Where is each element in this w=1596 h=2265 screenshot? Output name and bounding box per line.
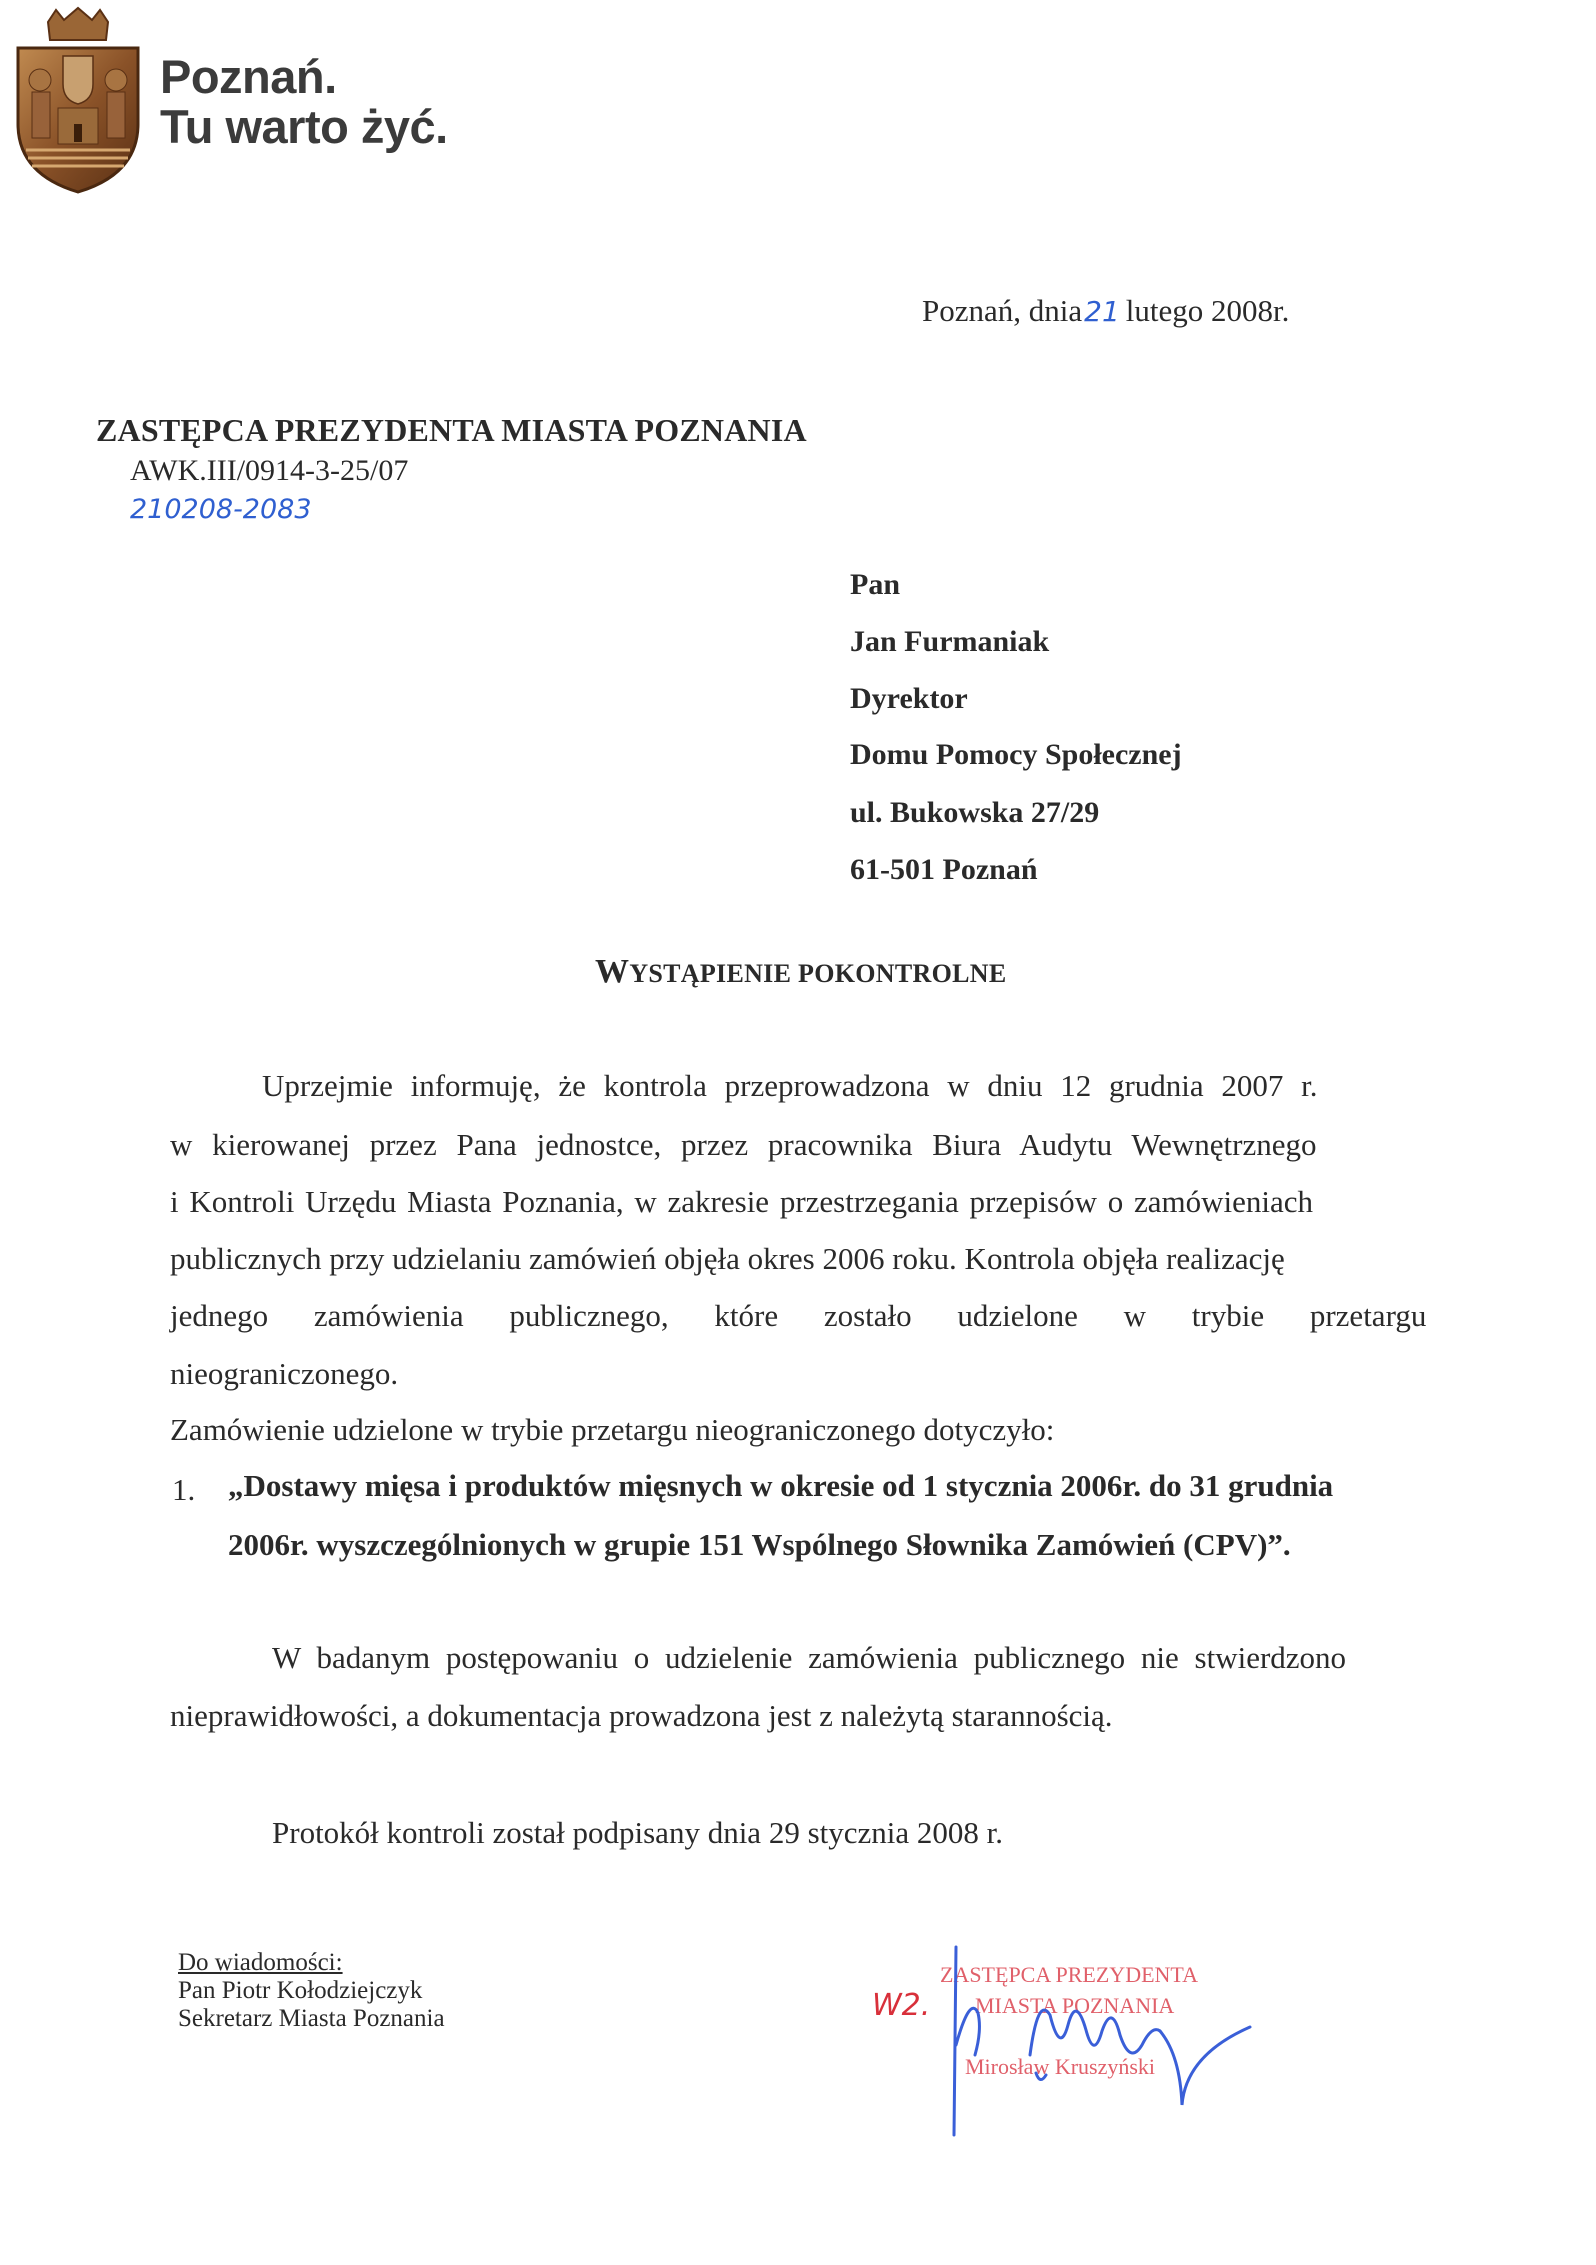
handwritten-initials: W2. xyxy=(872,1988,931,2023)
stamp-line2: MIASTA POZNANIA xyxy=(975,1993,1175,2018)
recipient-line: Domu Pomocy Społecznej xyxy=(850,738,1182,771)
paragraph3: Protokół kontroli został podpisany dnia 29 stycznia 2008 r. xyxy=(272,1815,1003,1850)
handwritten-registry-number: 210208-2083 xyxy=(130,494,312,525)
coat-of-arms-icon xyxy=(8,4,148,194)
cc-heading: Do wiadomości: xyxy=(178,1949,343,1976)
list-number: 1. xyxy=(172,1472,196,1507)
paragraph1-line6: nieograniczonego. xyxy=(170,1356,399,1391)
cc-line2: Sekretarz Miasta Poznania xyxy=(178,2005,445,2032)
title-rest: YSTĄPIENIE POKONTROLNE xyxy=(629,959,1007,988)
date-day-handwritten: 21 xyxy=(1084,295,1120,328)
cc-line1: Pan Piotr Kołodziejczyk xyxy=(178,1977,423,2004)
recipient-line: 61-501 Poznań xyxy=(850,853,1038,886)
letter-date xyxy=(922,293,1289,329)
list-intro: Zamówienie udzielone w trybie przetargu nieograniczonego dotyczyło: xyxy=(170,1412,1055,1447)
paragraph2-line1: W badanym postępowaniu o udzielenie zamówienia publicznego nie stwierdzono xyxy=(272,1640,1347,1675)
logo-slogan-line2: Tu warto żyć. xyxy=(160,100,448,153)
recipient-line: Dyrektor xyxy=(850,682,968,715)
stamp-line1: ZASTĘPCA PREZYDENTA xyxy=(940,1962,1198,1987)
paragraph1-line3: i Kontroli Urzędu Miasta Poznania, w zakresie przestrzegania przepisów o zamówieniach xyxy=(170,1184,1313,1219)
sender-office: ZASTĘPCA PREZYDENTA MIASTA POZNANIA xyxy=(96,412,807,448)
recipient-line: Pan xyxy=(850,568,901,601)
recipient-line: Jan Furmaniak xyxy=(850,625,1050,658)
list-item-line2: 2006r. wyszczególnionych w grupie 151 Wspólnego Słownika Zamówień (CPV)”. xyxy=(228,1527,1291,1562)
reference-number: AWK.III/0914-3-25/07 xyxy=(130,454,409,487)
list-item-line1: „Dostawy mięsa i produktów mięsnych w okresie od 1 stycznia 2006r. do 31 grudnia xyxy=(228,1468,1334,1503)
paragraph1-line1: Uprzejmie informuję, że kontrola przeprowadzona w dniu 12 grudnia 2007 r. xyxy=(262,1068,1318,1103)
date-suffix: lutego 2008r. xyxy=(1125,293,1290,328)
recipient-line: ul. Bukowska 27/29 xyxy=(850,796,1100,829)
paragraph-line xyxy=(262,1068,1318,1104)
title-first-letter: W xyxy=(595,953,630,990)
paragraph2-line2: nieprawidłowości, a dokumentacja prowadzona jest z należytą starannością. xyxy=(170,1698,1113,1733)
stamp-name: Mirosław Kruszyński xyxy=(965,2054,1156,2079)
document-title xyxy=(595,953,1006,991)
paragraph1-line2: w kierowanej przez Pana jednostce, przez pracownika Biura Audytu Wewnętrznego xyxy=(170,1127,1317,1162)
signature-icon xyxy=(920,1935,1280,2145)
date-prefix: Poznań, dnia xyxy=(922,293,1083,328)
logo-slogan-line1: Poznań. xyxy=(160,50,337,103)
paragraph1-line5: jednego zamówienia publicznego, które zostało udzielone w trybie przetargu xyxy=(170,1298,1427,1333)
paragraph1-line4: publicznych przy udzielaniu zamówień objęła okres 2006 roku. Kontrola objęła realizację xyxy=(170,1241,1285,1276)
